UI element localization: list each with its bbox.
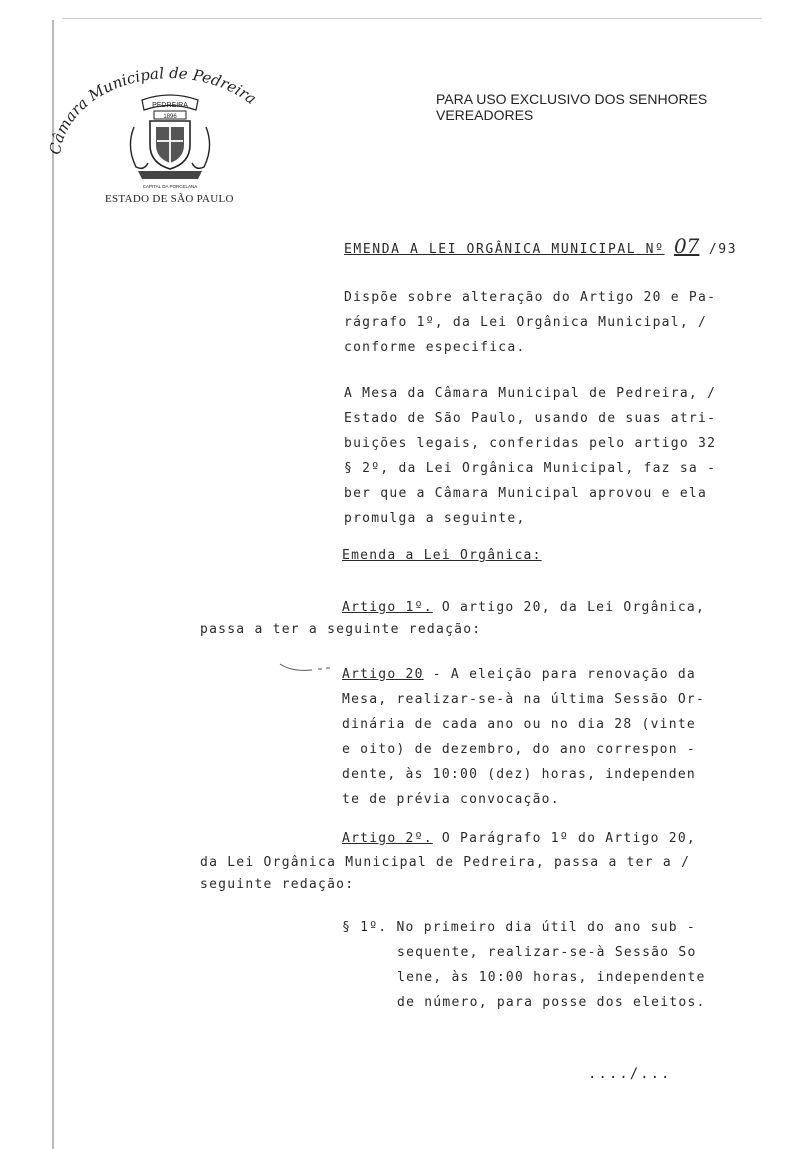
article-2-text: O Parágrafo 1º do Artigo 20, (432, 831, 697, 846)
margin-pen-mark (278, 662, 334, 674)
article-20-line-4: e oito) de dezembro, do ano correspon - (342, 742, 696, 757)
article-20-line-6: te de prévia convocação. (342, 792, 560, 807)
article-2-label: Artigo 2º. (342, 831, 433, 846)
svg-text:CAPITAL DA PORCELANA: CAPITAL DA PORCELANA (142, 184, 198, 189)
state-label: ESTADO DE SÃO PAULO (105, 193, 234, 205)
article-1-text: O artigo 20, da Lei Orgânica, (432, 600, 706, 615)
amendment-title (344, 234, 737, 258)
article-20-label: Artigo 20 (342, 667, 424, 682)
article-20-line-2: Mesa, realizar-se-à na última Sessão Or- (342, 692, 706, 707)
article-20-line-5: dente, às 10:00 (dez) horas, independen (342, 767, 696, 782)
article-20-line-3: dinária de cada ano ou no dia 28 (vinte (342, 717, 696, 732)
paragraph-1-line-4: de número, para posse dos eleitos. (397, 995, 706, 1010)
summary-line-2: rágrafo 1º, da Lei Orgânica Municipal, / (344, 315, 708, 330)
article-1-label: Artigo 1º. (342, 600, 433, 615)
exclusive-use-notice: PARA USO EXCLUSIVO DOS SENHORES VEREADORES (436, 91, 708, 123)
article-1-line-2: passa a ter a seguinte redação: (200, 622, 482, 637)
svg-text:PEDREIRA: PEDREIRA (152, 102, 188, 109)
preamble-line-5: ber que a Câmara Municipal aprovou e ela (344, 486, 708, 501)
continued-marker: ..../... (588, 1066, 672, 1082)
municipal-seal-logo (30, 55, 310, 205)
article-20-text: - A eleição para renovação da (423, 667, 697, 682)
title-prefix: EMENDA A LEI ORGÂNICA MUNICIPAL Nº (344, 242, 665, 257)
paragraph-1-line-3: lene, às 10:00 horas, independente (397, 970, 706, 985)
preamble-line-3: buições legais, conferidas pelo artigo 32 (344, 436, 717, 451)
summary-line-1: Dispõe sobre alteração do Artigo 20 e Pa- (344, 290, 717, 305)
svg-text:Câmara Municipal de Pedreira: Câmara Municipal de Pedreira (45, 64, 260, 156)
summary-line-3: conforme especifica. (344, 340, 526, 355)
article-2-line-2: da Lei Orgânica Municipal de Pedreira, passa a ter a / (200, 855, 691, 870)
paragraph-1-line-1: § 1º. No primeiro dia útil do ano sub - (342, 920, 696, 935)
preamble-line-4: § 2º, da Lei Orgânica Municipal, faz sa - (344, 461, 717, 476)
article-2-line-3: seguinte redação: (200, 877, 355, 892)
scan-top-line (62, 18, 762, 19)
article-2-line-1 (342, 826, 696, 851)
paragraph-1-line-2: sequente, realizar-se-à Sessão So (397, 945, 697, 960)
article-20-line-1 (342, 662, 696, 687)
title-number: 07 (673, 234, 700, 258)
amendment-heading: Emenda a Lei Orgânica: (342, 548, 542, 563)
preamble-line-6: promulga a seguinte, (344, 511, 526, 526)
title-year: /93 (708, 242, 738, 257)
svg-text:1896: 1896 (163, 114, 177, 120)
preamble-line-2: Estado de São Paulo, usando de suas atri- (344, 411, 717, 426)
preamble-line-1: A Mesa da Câmara Municipal de Pedreira, / (344, 386, 717, 401)
